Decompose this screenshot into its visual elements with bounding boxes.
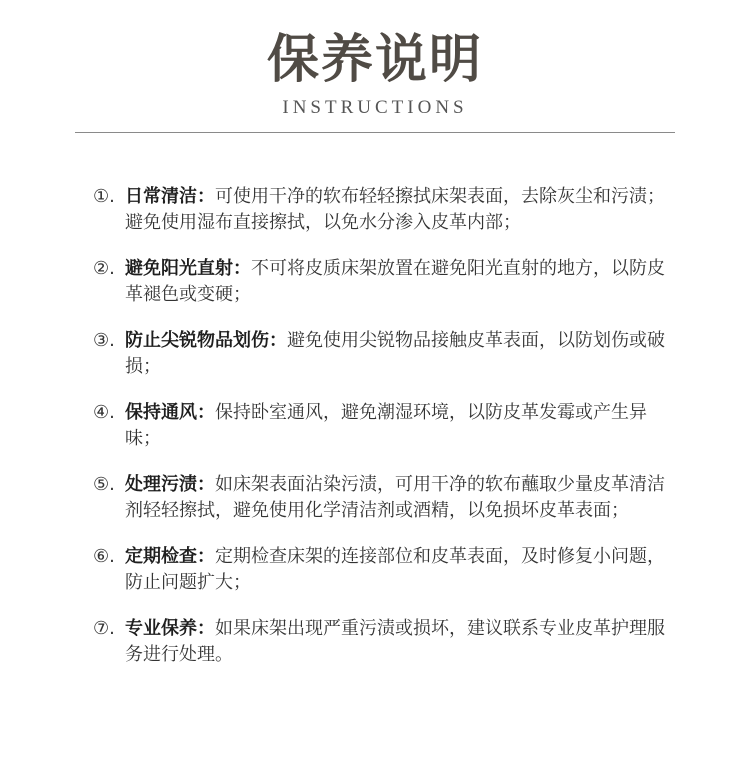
item-text: 如果床架出现严重污渍或损坏，建议联系专业皮革护理服务进行处理。 bbox=[125, 618, 665, 665]
item-label: 防止尖锐物品划伤： bbox=[125, 330, 287, 351]
page-subtitle: INSTRUCTIONS bbox=[282, 97, 468, 118]
item-text: 可使用干净的软布轻轻擦拭床架表面，去除灰尘和污渍；避免使用湿布直接擦拭，以免水分渗入皮革内部； bbox=[125, 186, 665, 233]
item-number: ③. bbox=[93, 330, 115, 351]
item-number: ②. bbox=[93, 258, 115, 279]
item-label: 专业保养： bbox=[125, 618, 215, 639]
instruction-list bbox=[93, 184, 668, 668]
item-number: ④. bbox=[93, 402, 115, 423]
list-item bbox=[93, 400, 668, 452]
item-text: 避免使用尖锐物品接触皮革表面，以防划伤或破损； bbox=[125, 330, 665, 377]
item-number: ⑤. bbox=[93, 474, 115, 495]
list-item bbox=[93, 544, 668, 596]
item-text: 保持卧室通风，避免潮湿环境，以防皮革发霉或产生异味； bbox=[125, 402, 647, 449]
item-label: 避免阳光直射： bbox=[125, 258, 251, 279]
item-text: 不可将皮质床架放置在避免阳光直射的地方，以防皮革褪色或变硬； bbox=[125, 258, 665, 305]
list-item bbox=[93, 184, 668, 236]
header-divider bbox=[75, 132, 675, 133]
item-text: 定期检查床架的连接部位和皮革表面，及时修复小问题，防止问题扩大； bbox=[125, 546, 665, 593]
item-label: 处理污渍： bbox=[125, 474, 215, 495]
list-item bbox=[93, 328, 668, 380]
item-number: ⑦. bbox=[93, 618, 115, 639]
item-label: 日常清洁： bbox=[125, 186, 215, 207]
list-item bbox=[93, 472, 668, 524]
item-number: ①. bbox=[93, 186, 115, 207]
list-item bbox=[93, 256, 668, 308]
item-number: ⑥. bbox=[93, 546, 115, 567]
item-text: 如床架表面沾染污渍，可用干净的软布蘸取少量皮革清洁剂轻轻擦拭，避免使用化学清洁剂或酒精，以免损坏皮革表面； bbox=[125, 474, 665, 521]
item-label: 定期检查： bbox=[125, 546, 215, 567]
item-label: 保持通风： bbox=[125, 402, 215, 423]
list-item bbox=[93, 616, 668, 668]
page-title: 保养说明 bbox=[266, 30, 483, 90]
